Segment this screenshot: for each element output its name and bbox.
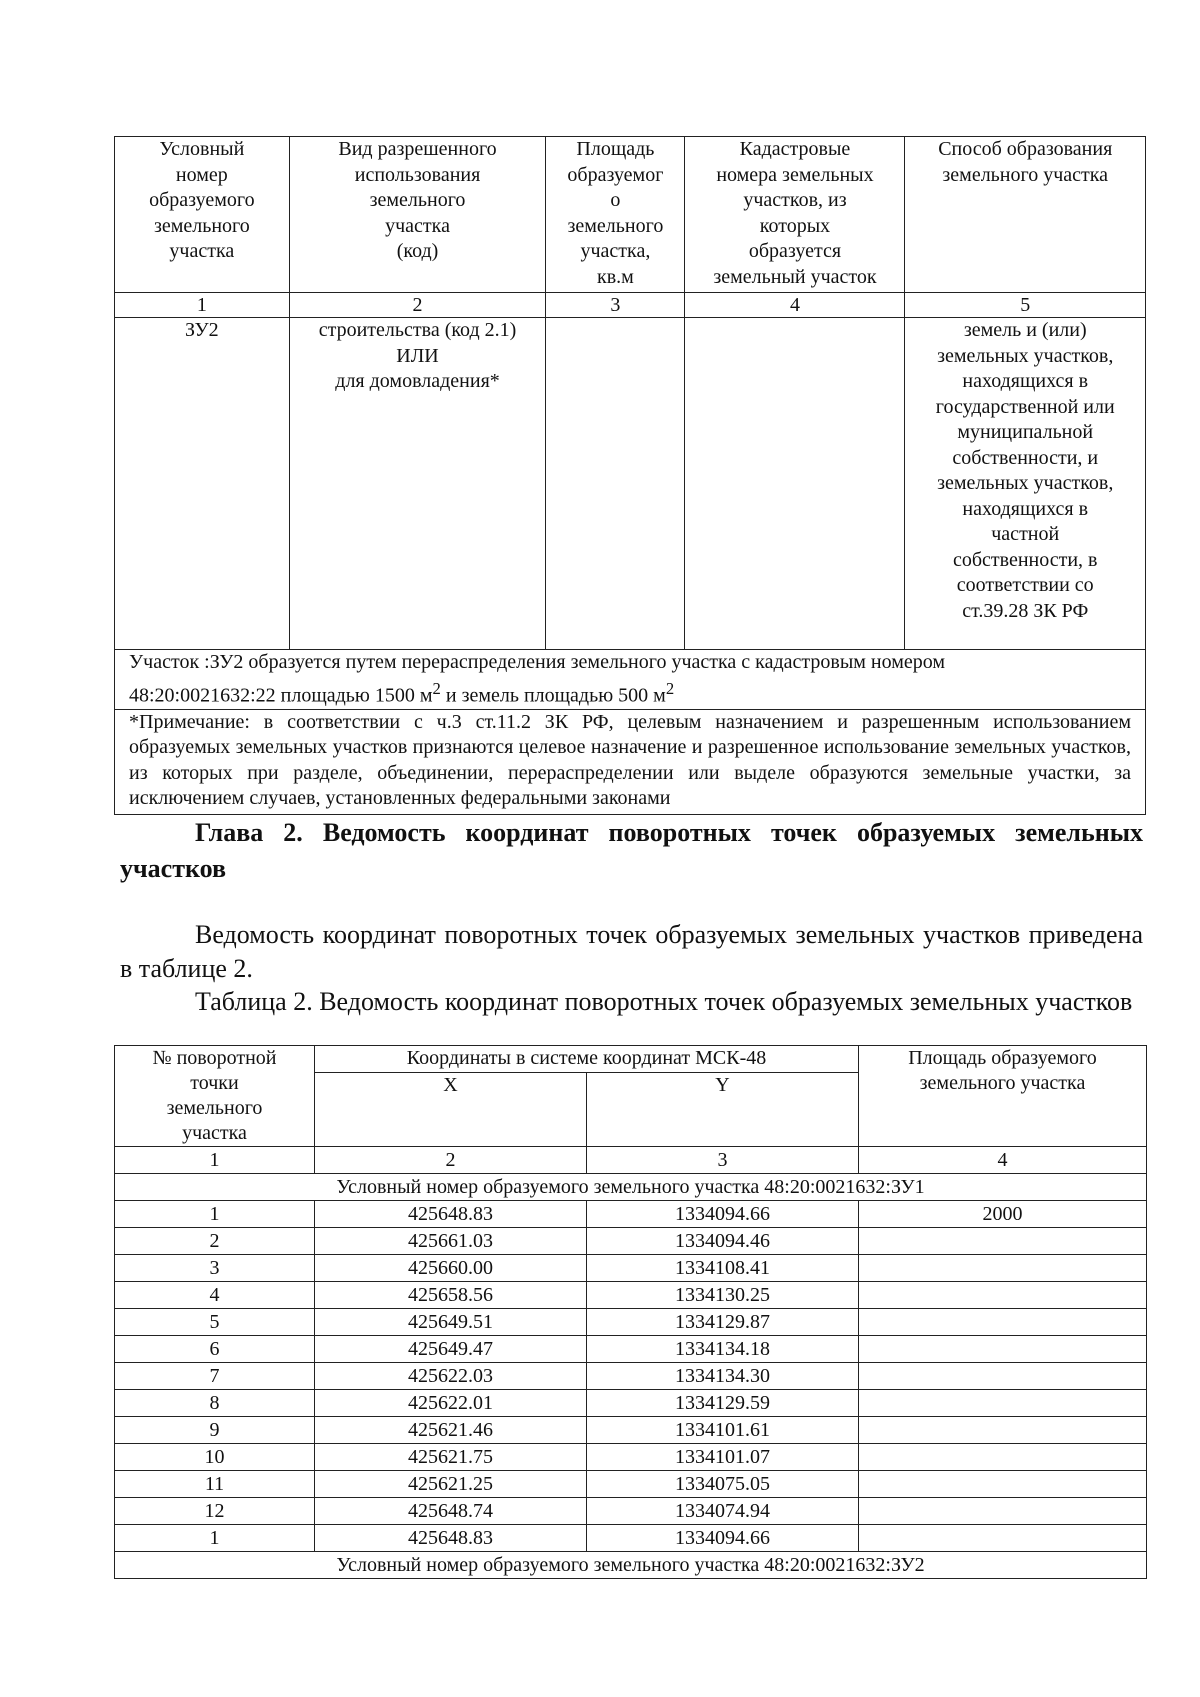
- parcel-number: ЗУ2: [115, 318, 290, 650]
- points-body: [115, 1201, 1147, 1552]
- superscript: 2: [665, 678, 675, 698]
- table-caption: Таблица 2. Ведомость координат поворотных точек образуемых земельных участков: [195, 987, 1133, 1016]
- column-number: 1: [115, 293, 290, 318]
- table-row: [115, 1201, 1147, 1228]
- coord-x: 425658.56: [315, 1282, 587, 1309]
- point-area: [859, 1309, 1147, 1336]
- coord-x: 425622.03: [315, 1363, 587, 1390]
- table-header-row: [115, 137, 1146, 293]
- parcel-note-line1: Участок :ЗУ2 образуется путем перераспределения земельного участка с кадастровым номером: [129, 651, 946, 673]
- coord-y: 1334075.05: [587, 1471, 859, 1498]
- parcel-note-line2a: 48:20:0021632:22 площадью 1500 м: [129, 684, 433, 707]
- table-row: [115, 1282, 1147, 1309]
- table-row: [115, 1498, 1147, 1525]
- point-area: [859, 1417, 1147, 1444]
- coord-x: 425661.03: [315, 1228, 587, 1255]
- point-number: 6: [115, 1336, 315, 1363]
- point-number: 4: [115, 1282, 315, 1309]
- table-row: [115, 1444, 1147, 1471]
- paragraph-intro: Ведомость координат поворотных точек образуемых земельных участков приведена в таблице 2.: [120, 920, 1143, 983]
- point-area: [859, 1336, 1147, 1363]
- point-number: 12: [115, 1498, 315, 1525]
- coord-y: 1334094.66: [587, 1525, 859, 1552]
- parcel-note: [115, 650, 1146, 710]
- table-row: [115, 318, 1146, 650]
- formation-method: земель и (или) земельных участков, находящихся в государственной или муниципальной собственности, и земельных участков, находящихся в частной собственности, в соответствии со ст.39.28 ЗК РФ: [905, 318, 1146, 650]
- point-area: [859, 1282, 1147, 1309]
- header-coordinates: Координаты в системе координат МСК-48: [315, 1046, 859, 1073]
- section-title: Условный номер образуемого земельного участка 48:20:0021632:ЗУ1: [115, 1174, 1147, 1201]
- point-area: [859, 1471, 1147, 1498]
- column-number: 3: [587, 1147, 859, 1174]
- point-number: 11: [115, 1471, 315, 1498]
- point-area: [859, 1228, 1147, 1255]
- cadastral-numbers: [685, 318, 905, 650]
- section-row: [115, 1552, 1147, 1579]
- coord-y: 1334074.94: [587, 1498, 859, 1525]
- column-number-row: [115, 1147, 1147, 1174]
- header-point-number: № поворотной точки земельного участка: [115, 1046, 315, 1147]
- header-area: Площадь образуемог о земельного участка, кв.м: [546, 137, 685, 293]
- parcel-note-line2b: и земель площадью 500 м: [440, 684, 666, 707]
- column-number: 4: [859, 1147, 1147, 1174]
- permitted-use: строительства (код 2.1) ИЛИ для домовладения*: [289, 318, 546, 650]
- coord-y: 1334094.46: [587, 1228, 859, 1255]
- header-cadastral-numbers: Кадастровые номера земельных участков, из которых образуется земельный участок: [685, 137, 905, 293]
- column-number: 2: [315, 1147, 587, 1174]
- point-number: 7: [115, 1363, 315, 1390]
- point-area: [859, 1444, 1147, 1471]
- table-row: [115, 1417, 1147, 1444]
- header-parcel-number: Условный номер образуемого земельного участка: [115, 137, 290, 293]
- coord-y: 1334101.61: [587, 1417, 859, 1444]
- column-number: 2: [289, 293, 546, 318]
- coord-x: 425648.83: [315, 1525, 587, 1552]
- coord-x: 425660.00: [315, 1255, 587, 1282]
- coord-x: 425649.47: [315, 1336, 587, 1363]
- table-row: [115, 1390, 1147, 1417]
- point-number: 2: [115, 1228, 315, 1255]
- parcel-area: [546, 318, 685, 650]
- chapter-title: Глава 2. Ведомость координат поворотных точек образуемых земельных участков: [120, 818, 1143, 883]
- coord-y: 1334108.41: [587, 1255, 859, 1282]
- coord-x: 425621.46: [315, 1417, 587, 1444]
- remark-text: *Примечание: в соответствии с ч.3 ст.11.2 ЗК РФ, целевым назначением и разрешенным использованием образуемых земельных участков признаются целевое назначение и разрешенное использование земельных участков, из которых при разделе, объединении, перераспределении или выделе образуются земельные участки, за исключением случаев, установленных федеральными законами: [115, 709, 1146, 814]
- coord-x: 425648.83: [315, 1201, 587, 1228]
- superscript: 2: [432, 678, 441, 698]
- coord-y: 1334129.59: [587, 1390, 859, 1417]
- coord-y: 1334130.25: [587, 1282, 859, 1309]
- table-header-row: [115, 1046, 1147, 1073]
- coord-x: 425621.25: [315, 1471, 587, 1498]
- parcel-note-row: [115, 650, 1146, 710]
- point-number: 9: [115, 1417, 315, 1444]
- table-row: [115, 1471, 1147, 1498]
- table-row: [115, 1228, 1147, 1255]
- coord-x: 425648.74: [315, 1498, 587, 1525]
- point-number: 1: [115, 1525, 315, 1552]
- formation-table: [114, 136, 1146, 815]
- table-row: [115, 1309, 1147, 1336]
- point-area: 2000: [859, 1201, 1147, 1228]
- coordinates-table: [114, 1045, 1147, 1579]
- coord-x: 425649.51: [315, 1309, 587, 1336]
- point-number: 10: [115, 1444, 315, 1471]
- point-area: [859, 1390, 1147, 1417]
- remark-row: [115, 709, 1146, 814]
- point-number: 1: [115, 1201, 315, 1228]
- point-area: [859, 1525, 1147, 1552]
- coord-x: 425621.75: [315, 1444, 587, 1471]
- header-permitted-use: Вид разрешенного использования земельного участка (код): [289, 137, 546, 293]
- header-formation-method: Способ образования земельного участка: [905, 137, 1146, 293]
- point-area: [859, 1498, 1147, 1525]
- column-number: 1: [115, 1147, 315, 1174]
- coord-y: 1334101.07: [587, 1444, 859, 1471]
- table-row: [115, 1255, 1147, 1282]
- point-area: [859, 1255, 1147, 1282]
- coord-y: 1334129.87: [587, 1309, 859, 1336]
- column-number-row: [115, 293, 1146, 318]
- column-number: 3: [546, 293, 685, 318]
- point-number: 3: [115, 1255, 315, 1282]
- header-y: Y: [587, 1072, 859, 1146]
- table-row: [115, 1525, 1147, 1552]
- point-number: 5: [115, 1309, 315, 1336]
- coord-y: 1334134.18: [587, 1336, 859, 1363]
- column-number: 4: [685, 293, 905, 318]
- point-area: [859, 1363, 1147, 1390]
- section-title: Условный номер образуемого земельного участка 48:20:0021632:ЗУ2: [115, 1552, 1147, 1579]
- coord-x: 425622.01: [315, 1390, 587, 1417]
- point-number: 8: [115, 1390, 315, 1417]
- header-parcel-area: Площадь образуемого земельного участка: [859, 1046, 1147, 1147]
- section-row: [115, 1174, 1147, 1201]
- coord-y: 1334094.66: [587, 1201, 859, 1228]
- coord-y: 1334134.30: [587, 1363, 859, 1390]
- table-row: [115, 1336, 1147, 1363]
- header-x: X: [315, 1072, 587, 1146]
- column-number: 5: [905, 293, 1146, 318]
- table-row: [115, 1363, 1147, 1390]
